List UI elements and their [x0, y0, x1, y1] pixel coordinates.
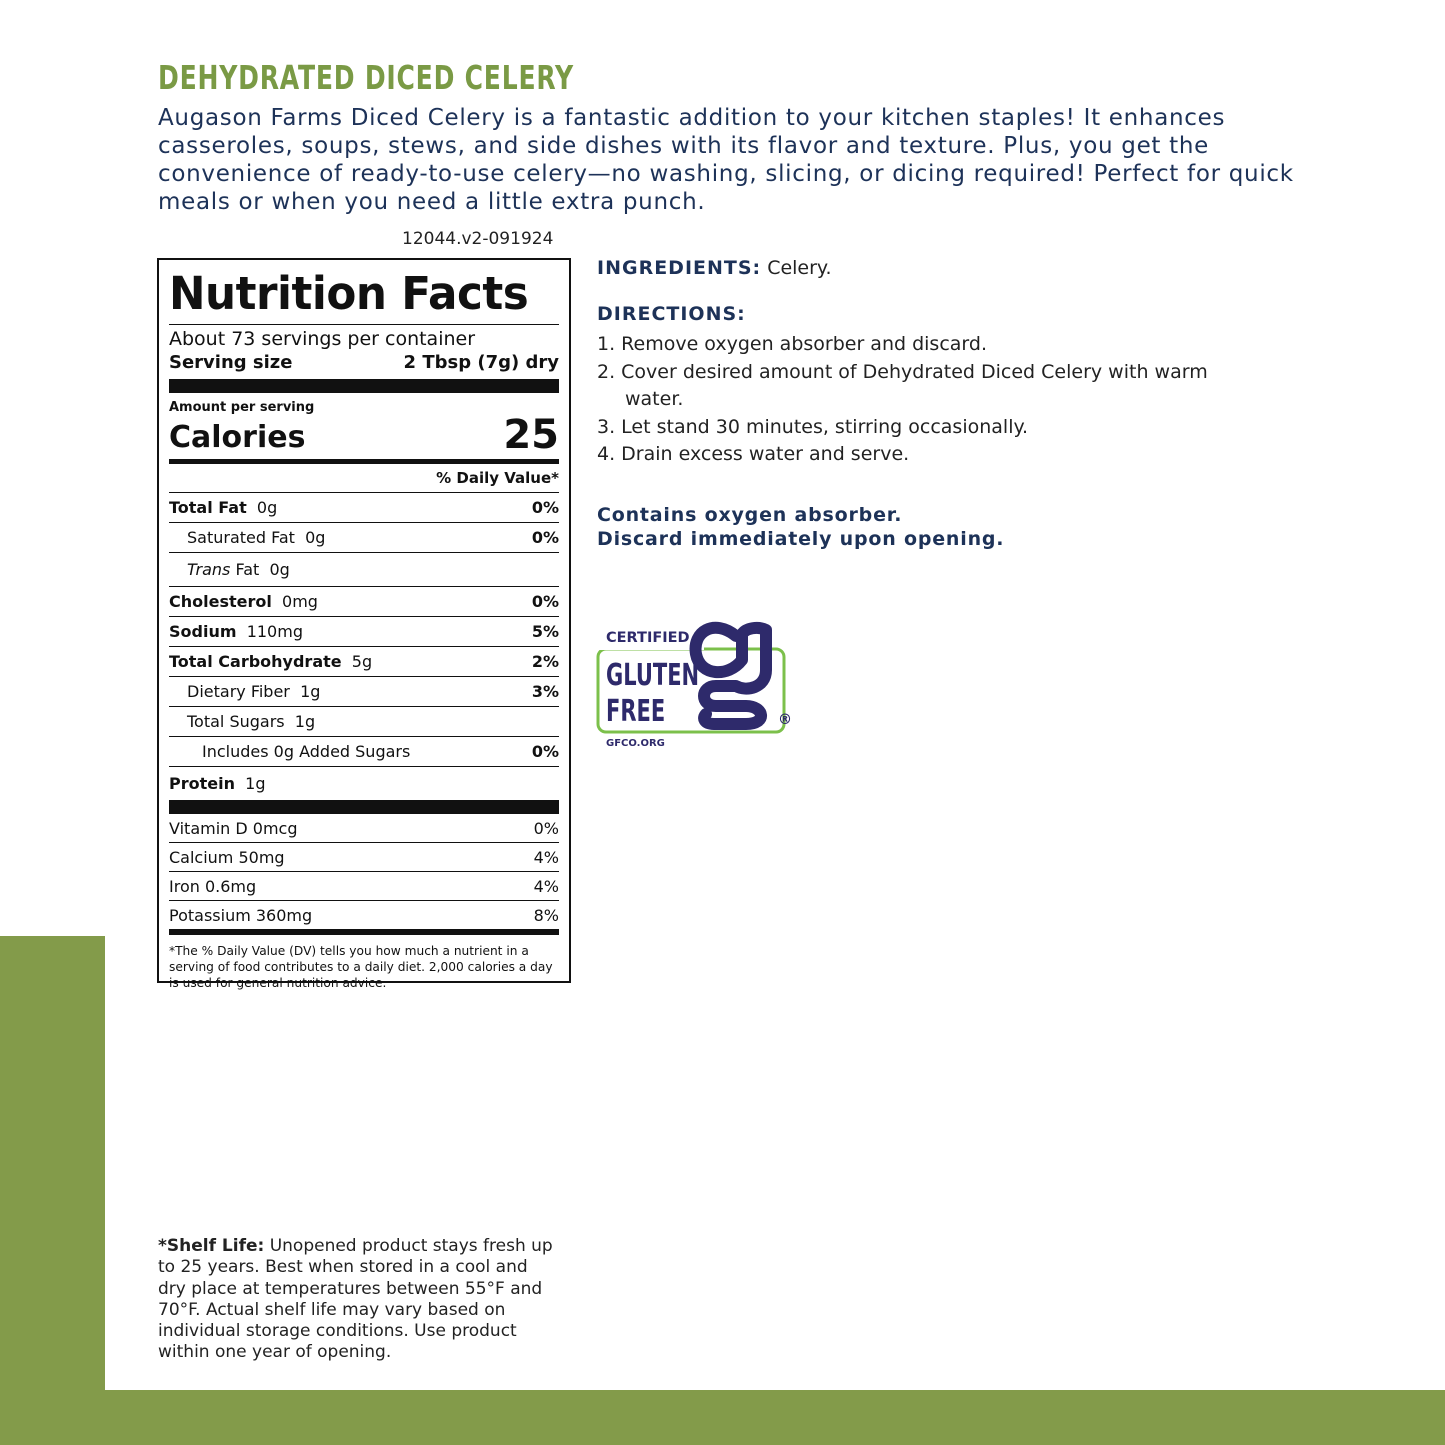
- nutrition-facts-label: [157, 258, 571, 990]
- vitamin-label: Vitamin D 0mcg: [169, 818, 298, 838]
- nutrient-row-trans-fat: [169, 553, 559, 587]
- label-code: 12044.v2-091924: [402, 229, 554, 249]
- warning-line-2: Discard immediately upon opening.: [597, 528, 1005, 550]
- nutrient-label: Total Fat: [169, 498, 247, 517]
- daily-value-header: % Daily Value*: [169, 464, 559, 493]
- nutrient-label: Dietary Fiber: [187, 682, 290, 701]
- nutrient-amount: 110mg: [246, 622, 303, 641]
- vitamin-dv: 4%: [533, 876, 559, 896]
- ingredients-label: INGREDIENTS:: [597, 257, 762, 279]
- nutrient-label: Total Sugars: [187, 712, 285, 731]
- gf-g-symbol: [696, 628, 766, 724]
- ingredients-value: Celery.: [767, 257, 832, 279]
- nutrient-row-total-fat: [169, 493, 559, 523]
- product-description: Augason Farms Diced Celery is a fantastic addition to your kitchen staples! It enhances casseroles, soups, stews, and side dishes with its flavor and texture. Plus, you get the convenience of ready-to-use celery—no washing, slicing, or dicing required! Perfect for quick meals or when you need a little extra punch.: [158, 105, 1294, 215]
- calories-row: [169, 412, 559, 458]
- green-accent-left: [0, 936, 105, 1445]
- nutrient-label: Sodium: [169, 622, 237, 641]
- vitamin-label: Iron 0.6mg: [169, 876, 257, 896]
- vitamin-row-vitamin-d: [169, 814, 559, 843]
- vitamin-label: Potassium 360mg: [169, 905, 313, 925]
- vitamin-dv: 0%: [533, 818, 559, 838]
- nutrient-label: Includes 0g Added Sugars: [202, 742, 411, 761]
- oxygen-absorber-warning: [597, 503, 1004, 551]
- nutrient-label: Saturated Fat: [187, 528, 295, 547]
- serving-size-value: 2 Tbsp (7g) dry: [403, 352, 559, 373]
- nutrient-row-cholesterol: [169, 587, 559, 617]
- vitamin-row-calcium: [169, 843, 559, 872]
- nutrient-amount: 0g: [305, 528, 326, 547]
- nutrient-amount: 0g: [256, 498, 278, 517]
- calories-value: 25: [503, 412, 559, 458]
- nutrient-amount: 1g: [294, 712, 316, 731]
- nutrient-dv: 0%: [531, 528, 559, 547]
- nutrition-facts-title: Nutrition Facts: [169, 267, 529, 320]
- nutrient-label: Protein: [169, 774, 235, 793]
- nutrient-dv: 0%: [531, 742, 559, 761]
- serving-size: [169, 351, 559, 375]
- serving-size-label: Serving size: [169, 352, 293, 373]
- gf-url-text: GFCO.ORG: [606, 738, 665, 749]
- direction-step: 2. Cover desired amount of Dehydrated Diced Celery with warm water.: [597, 360, 1208, 410]
- shelf-life-note: [158, 1236, 558, 1364]
- nutrient-row-total-carbohydrate: [169, 647, 559, 677]
- nutrient-amount: 0mg: [282, 592, 318, 611]
- gf-gluten-text: GLUTEN: [606, 658, 700, 694]
- nutrient-row-saturated-fat: [169, 523, 559, 553]
- divider-medium: [169, 929, 559, 935]
- nutrient-dv: 2%: [531, 652, 559, 671]
- nutrient-amount: 5g: [351, 652, 373, 671]
- vitamin-dv: 8%: [533, 905, 559, 925]
- nutrient-label: Trans: [187, 560, 231, 579]
- nutrient-amount: 1g: [245, 774, 266, 793]
- nutrient-row-sodium: [169, 617, 559, 647]
- ingredients: [597, 255, 832, 281]
- divider-thick: [169, 379, 559, 393]
- gf-certified-text: CERTIFIED: [606, 630, 690, 646]
- nutrient-dv: 0%: [531, 498, 559, 517]
- green-accent-bottom: [0, 1390, 1445, 1445]
- nutrient-row-dietary-fiber: [169, 677, 559, 707]
- daily-value-footnote: *The % Daily Value (DV) tells you how much a nutrient in a serving of food contributes to a daily diet. 2,000 calories a day is used for general nutrition advice.: [169, 944, 553, 990]
- vitamin-row-iron: [169, 872, 559, 901]
- directions-list: [597, 331, 1237, 469]
- direction-step: 4. Drain excess water and serve.: [597, 443, 910, 465]
- gf-free-text: FREE: [606, 694, 666, 730]
- amount-per-serving: Amount per serving: [169, 400, 315, 415]
- calories-label: Calories: [169, 420, 306, 455]
- gluten-free-certification-icon: [596, 620, 796, 750]
- vitamin-row-potassium: [169, 901, 559, 929]
- nutrient-row-protein: [169, 767, 559, 800]
- nutrient-label: Cholesterol: [169, 592, 272, 611]
- nutrient-dv: 3%: [531, 682, 559, 701]
- vitamin-label: Calcium 50mg: [169, 847, 285, 867]
- nutrient-amount: 1g: [300, 682, 321, 701]
- warning-line-1: Contains oxygen absorber.: [597, 504, 903, 526]
- shelf-life-text: Unopened product stays fresh up to 25 years. Best when stored in a cool and dry place at temperatures between 55°F and 70°F. Actual shelf life may vary based on individual storage conditions. Use product within one year of opening.: [158, 1236, 553, 1363]
- nutrient-row-total-sugars: [169, 707, 559, 737]
- directions-heading: DIRECTIONS:: [597, 303, 746, 325]
- direction-step: 1. Remove oxygen absorber and discard.: [597, 333, 988, 355]
- divider-thick: [169, 800, 559, 814]
- shelf-life-label: *Shelf Life:: [158, 1236, 265, 1256]
- nutrient-label-suffix: Fat: [235, 560, 260, 579]
- servings-per-container: About 73 servings per container: [169, 328, 476, 350]
- gf-registered-mark: ®: [778, 712, 792, 728]
- vitamin-dv: 4%: [533, 847, 559, 867]
- nutrient-amount: 0g: [269, 560, 290, 579]
- nutrient-row-added-sugars: [169, 737, 559, 767]
- nutrient-dv: 0%: [531, 592, 559, 611]
- divider: [169, 324, 559, 325]
- nutrient-dv: 5%: [531, 622, 559, 641]
- direction-step: 3. Let stand 30 minutes, stirring occasionally.: [597, 415, 1029, 438]
- product-title: DEHYDRATED DICED CELERY: [158, 58, 574, 97]
- nutrient-label: Total Carbohydrate: [169, 652, 342, 671]
